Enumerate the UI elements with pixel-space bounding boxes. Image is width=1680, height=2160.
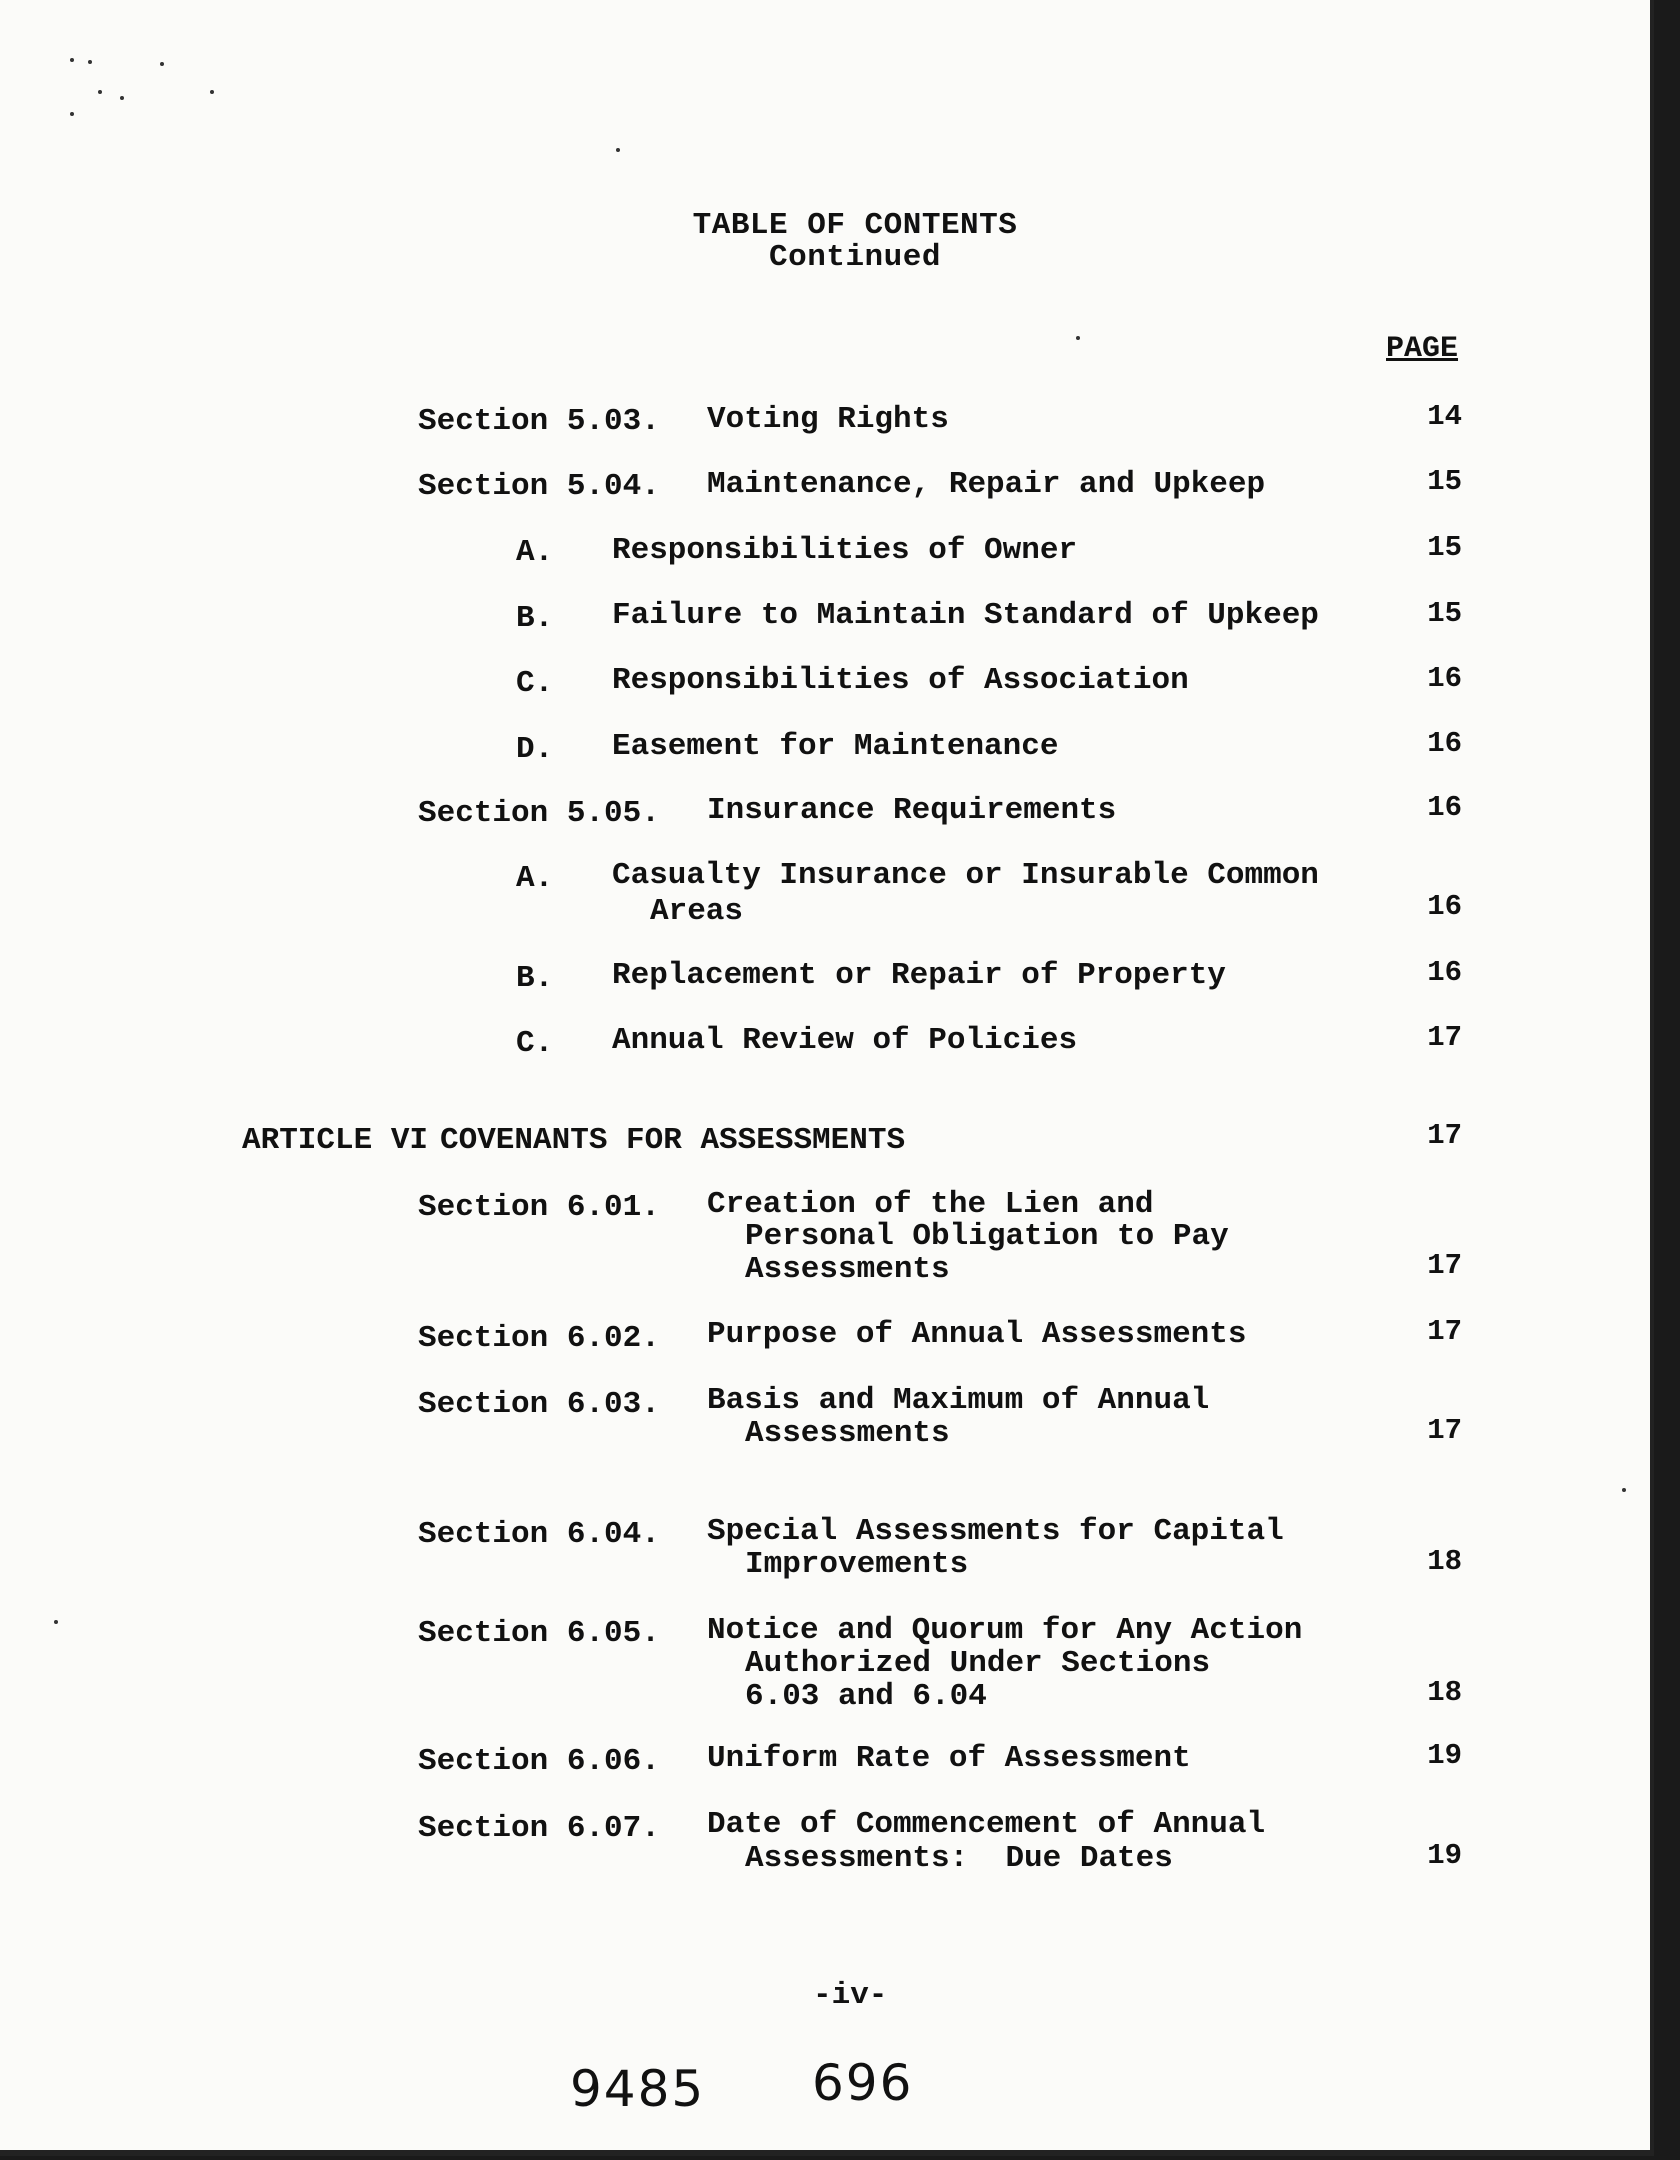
toc-entry-page: 16 xyxy=(1427,662,1462,695)
roman-page-number: -iv- xyxy=(813,1978,888,2013)
toc-subtitle: Continued xyxy=(769,240,941,275)
toc-entry-title: Replacement or Repair of Property xyxy=(612,958,1226,993)
toc-entry-page: 15 xyxy=(1427,465,1462,498)
toc-entry-label: Section 6.06. xyxy=(418,1744,660,1779)
toc-entry-title: Casualty Insurance or Insurable Common xyxy=(612,858,1319,893)
toc-entry-title: Voting Rights xyxy=(707,402,949,437)
toc-entry-page: 16 xyxy=(1427,727,1462,760)
toc-entry-page: 18 xyxy=(1427,1545,1462,1578)
toc-entry-label: D. xyxy=(516,732,554,767)
toc-entry-label: Section 6.04. xyxy=(418,1517,660,1552)
toc-entry-page: 17 xyxy=(1427,1249,1462,1282)
toc-entry-title: Responsibilities of Association xyxy=(612,663,1189,698)
toc-entry-page: 14 xyxy=(1427,400,1462,433)
toc-entry-label: C. xyxy=(516,666,554,701)
toc-entry-label: Section 6.07. xyxy=(418,1811,660,1846)
bates-stamp-left: 9485 xyxy=(570,2060,706,2118)
toc-entry-page: 19 xyxy=(1427,1839,1462,1872)
toc-entry-label: Section 6.05. xyxy=(418,1616,660,1651)
toc-entry-title-cont: Areas xyxy=(650,894,744,929)
toc-entry-title: Purpose of Annual Assessments xyxy=(707,1317,1247,1352)
toc-entry-label: Section 5.04. xyxy=(418,469,660,504)
toc-entry-title: Failure to Maintain Standard of Upkeep xyxy=(612,598,1319,633)
toc-entry-label: A. xyxy=(516,861,554,896)
toc-entry-title-cont: Authorized Under Sections xyxy=(745,1646,1211,1681)
toc-title: TABLE OF CONTENTS xyxy=(692,208,1018,243)
toc-entry-title-cont: Personal Obligation to Pay xyxy=(745,1219,1229,1254)
toc-entry-title-cont: Assessments: Due Dates xyxy=(745,1841,1173,1876)
toc-entry-label: C. xyxy=(516,1026,554,1061)
toc-entry-label: A. xyxy=(516,535,554,570)
toc-entry-title: Basis and Maximum of Annual xyxy=(707,1383,1210,1418)
toc-entry-title: Uniform Rate of Assessment xyxy=(707,1741,1191,1776)
toc-entry-label: Section 5.05. xyxy=(418,796,660,831)
toc-entry-title: Easement for Maintenance xyxy=(612,729,1059,764)
toc-entry-title: Annual Review of Policies xyxy=(612,1023,1078,1058)
toc-article-label: ARTICLE VI xyxy=(242,1123,429,1158)
toc-entry-title-cont: Assessments xyxy=(745,1416,950,1451)
toc-entry-page: 16 xyxy=(1427,956,1462,989)
toc-entry-title: Date of Commencement of Annual xyxy=(707,1807,1266,1842)
toc-entry-title: Creation of the Lien and xyxy=(707,1187,1154,1222)
toc-entry-title-cont: Improvements xyxy=(745,1547,969,1582)
toc-entry-page: 16 xyxy=(1427,791,1462,824)
page-column-header: PAGE xyxy=(1386,332,1459,366)
toc-entry-title: Insurance Requirements xyxy=(707,793,1117,828)
toc-entry-page: 17 xyxy=(1427,1119,1462,1152)
toc-entry-label: Section 6.01. xyxy=(418,1190,660,1225)
toc-entry-title-cont: Assessments xyxy=(745,1252,950,1287)
toc-entry-label: B. xyxy=(516,961,554,996)
toc-entry-label: Section 5.03. xyxy=(418,404,660,439)
toc-entry-label: Section 6.03. xyxy=(418,1387,660,1422)
toc-entry-page: 18 xyxy=(1427,1676,1462,1709)
toc-article-title: COVENANTS FOR ASSESSMENTS xyxy=(440,1123,906,1158)
toc-entry-page: 17 xyxy=(1427,1414,1462,1447)
toc-entry-title-cont: 6.03 and 6.04 xyxy=(745,1679,987,1714)
toc-entry-title: Responsibilities of Owner xyxy=(612,533,1078,568)
toc-entry-title: Notice and Quorum for Any Action xyxy=(707,1613,1303,1648)
toc-entry-label: Section 6.02. xyxy=(418,1321,660,1356)
toc-entry-page: 17 xyxy=(1427,1315,1462,1348)
toc-entry-page: 15 xyxy=(1427,597,1462,630)
toc-entry-page: 15 xyxy=(1427,531,1462,564)
toc-entry-label: B. xyxy=(516,601,554,636)
toc-entry-title: Special Assessments for Capital xyxy=(707,1514,1284,1549)
toc-entry-page: 16 xyxy=(1427,890,1462,923)
toc-entry-page: 19 xyxy=(1427,1739,1462,1772)
toc-entry-title: Maintenance, Repair and Upkeep xyxy=(707,467,1266,502)
bates-stamp-right: 696 xyxy=(812,2054,914,2112)
toc-entry-page: 17 xyxy=(1427,1021,1462,1054)
